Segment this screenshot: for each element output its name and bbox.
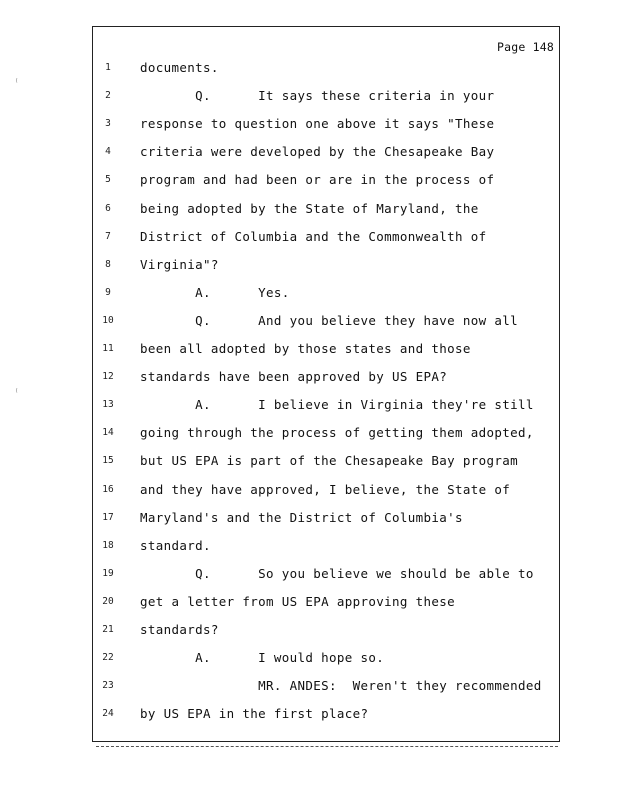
- transcript-line: [92, 339, 560, 359]
- line-number: 20: [102, 595, 114, 607]
- line-number: 13: [102, 399, 114, 411]
- transcript-line: [92, 592, 560, 612]
- transcript-line: [92, 58, 560, 78]
- line-text: being adopted by the State of Maryland, the: [140, 200, 479, 216]
- transcript-line: [92, 227, 560, 247]
- transcript-line: [92, 648, 560, 668]
- transcript-line: [92, 142, 560, 162]
- transcript-line: [92, 86, 560, 106]
- line-number: 8: [105, 258, 111, 270]
- line-text: Q. And you believe they have now all: [140, 312, 519, 328]
- transcript-line: [92, 564, 560, 584]
- line-text: standards?: [140, 622, 219, 637]
- line-number: 21: [102, 624, 114, 635]
- transcript-line: [92, 451, 560, 471]
- line-text: but US EPA is part of the Chesapeake Bay program: [140, 453, 519, 469]
- transcript-line: [92, 114, 560, 134]
- line-number: 5: [105, 174, 111, 186]
- line-number: 14: [102, 427, 114, 439]
- line-number: 11: [102, 343, 114, 354]
- line-text: standards have been approved by US EPA?: [140, 369, 448, 385]
- line-text: District of Columbia and the Commonwealth of: [140, 228, 487, 244]
- line-text: program and had been or are in the process of: [140, 172, 495, 188]
- line-text: by US EPA in the first place?: [140, 706, 369, 722]
- transcript-line: [92, 199, 560, 219]
- line-text: Maryland's and the District of Columbia's: [140, 509, 463, 525]
- transcript-line: [92, 395, 560, 415]
- page-number: Page 148: [497, 40, 554, 54]
- line-text: A. Yes.: [140, 284, 290, 300]
- transcript-line: [92, 283, 560, 303]
- line-number: 4: [105, 146, 111, 158]
- line-number: 2: [105, 90, 111, 102]
- line-number: 1: [105, 62, 111, 73]
- transcript-line: [92, 704, 560, 724]
- transcript-line: [92, 311, 560, 331]
- line-number: 23: [102, 680, 114, 692]
- line-number: 9: [105, 286, 111, 298]
- margin-mark: ⁽: [14, 78, 20, 88]
- transcript-line: [92, 536, 560, 556]
- line-text: A. I would hope so.: [140, 650, 385, 666]
- line-text: been all adopted by those states and those: [140, 341, 471, 356]
- line-number: 12: [102, 371, 114, 383]
- line-text: standard.: [140, 537, 211, 553]
- line-number: 17: [102, 511, 114, 523]
- line-number: 19: [102, 567, 114, 579]
- line-text: A. I believe in Virginia they're still: [140, 397, 534, 413]
- transcript-line: [92, 480, 560, 500]
- transcript-line: [92, 367, 560, 387]
- transcript-line: [92, 676, 560, 696]
- line-text: get a letter from US EPA approving these: [140, 593, 456, 609]
- line-text: documents.: [140, 60, 219, 75]
- transcript-line: [92, 620, 560, 640]
- transcript-line: [92, 423, 560, 443]
- bottom-rule: [96, 746, 558, 747]
- line-text: response to question one above it says "These: [140, 116, 495, 132]
- line-number: 16: [102, 483, 114, 495]
- line-text: criteria were developed by the Chesapeake Bay: [140, 144, 495, 160]
- line-number: 7: [105, 230, 111, 242]
- line-text: MR. ANDES: Weren't they recommended: [140, 678, 542, 694]
- line-number: 18: [102, 539, 114, 551]
- margin-mark: ⁽: [14, 388, 20, 398]
- line-number: 6: [105, 202, 111, 214]
- line-number: 10: [102, 314, 114, 326]
- transcript-line: [92, 170, 560, 190]
- line-text: Virginia"?: [140, 256, 219, 272]
- transcript-line: [92, 508, 560, 528]
- line-text: going through the process of getting them adopted,: [140, 425, 534, 441]
- line-number: 24: [102, 708, 114, 720]
- line-text: Q. So you believe we should be able to: [140, 565, 534, 581]
- line-number: 3: [105, 118, 111, 130]
- line-text: and they have approved, I believe, the State of: [140, 481, 511, 497]
- line-number: 15: [102, 455, 114, 467]
- transcript-line: [92, 255, 560, 275]
- line-text: Q. It says these criteria in your: [140, 88, 495, 104]
- line-number: 22: [102, 652, 114, 664]
